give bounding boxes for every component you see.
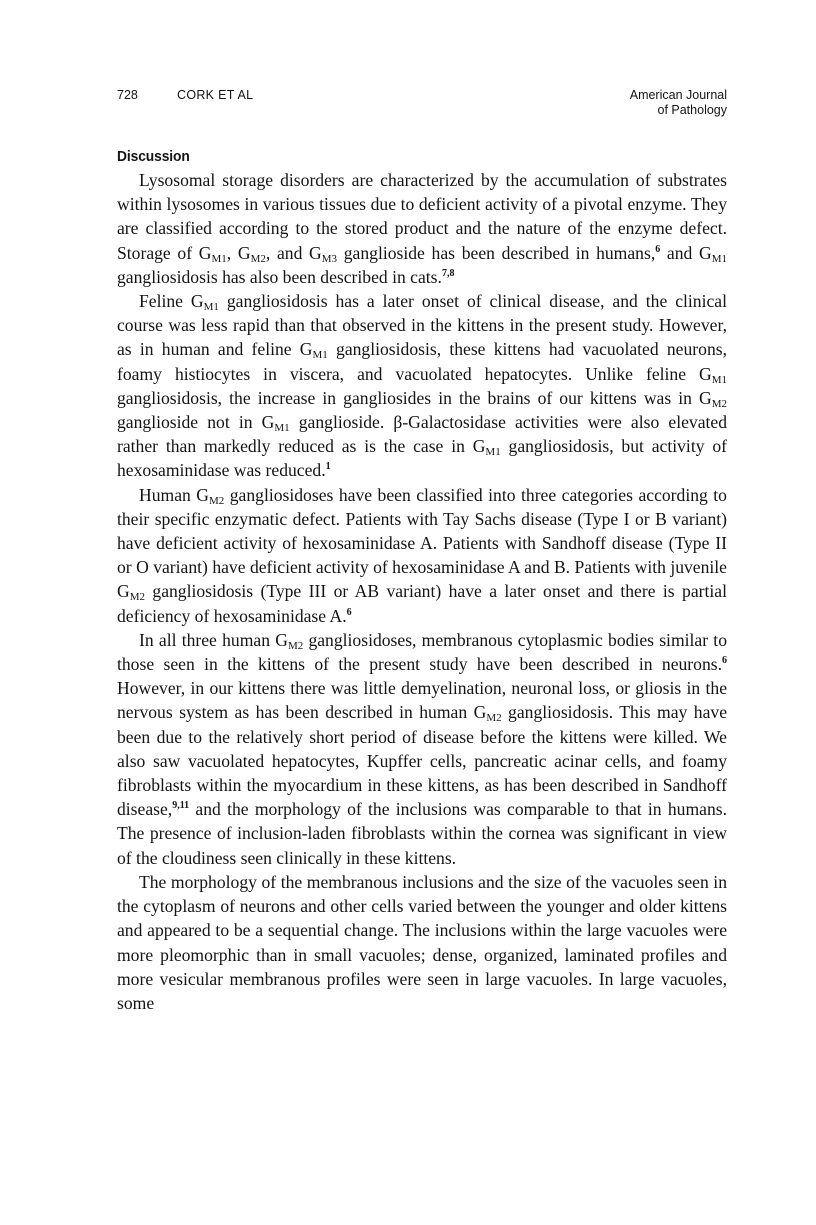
text-run: In all three human G: [139, 629, 288, 650]
subscript: M2: [129, 591, 145, 604]
subscript: M2: [287, 639, 304, 652]
subscript: M1: [203, 301, 219, 314]
text-run: gangliosidosis, but activity of hexosaminidase was reduced.: [117, 436, 727, 481]
text-run: Human G: [139, 484, 209, 505]
section-heading: Discussion: [117, 148, 190, 165]
text-run: , G: [226, 242, 251, 263]
text-run: gangliosidoses have been classified into three categories according to their specific enzymatic defect. Patients with Tay Sachs disease (Type I or B variant) have deficient activity of hexosaminidase A. Patients with Sandhoff disease (Type II or O variant) have deficient activity of hexosaminidase A and B. Patients with juvenile G: [117, 484, 727, 602]
article-body: [117, 168, 727, 1015]
text-run: gangliosidoses, membranous cytoplasmic bodies similar to those seen in the kittens of the present study have been described in neurons.: [117, 629, 727, 675]
citation-superscript: 6: [346, 606, 352, 618]
text-run: gangliosidosis, the increase in gangliosides in the brains of our kittens was in G: [117, 387, 712, 408]
page-number: 728: [117, 88, 138, 102]
paragraph-5: [117, 870, 727, 1015]
subscript: M1: [711, 252, 728, 265]
text-run: The morphology of the membranous inclusions and the size of the vacuoles seen in the cytoplasm of neurons and other cells varied between the younger and older kittens and appeared to be a sequential change. The inclusions within the large vacuoles were more pleomorphic than in small vacuoles; dense, organized, laminated profiles and more vesicular membranous profiles were seen in large vacuoles. In large vacuoles, some: [117, 871, 727, 1013]
text-run: ganglioside has been described in humans,: [337, 242, 656, 263]
citation-superscript: 6: [722, 655, 727, 667]
page: [117, 86, 727, 1015]
text-run: ganglioside. β-Galactosidase activities were also elevated rather than markedly reduced as is the case in G: [117, 412, 727, 457]
citation-superscript: 7,8: [441, 267, 455, 279]
subscript: M2: [486, 712, 502, 725]
citation-superscript: 1: [325, 461, 331, 473]
citation-superscript: 9,11: [172, 800, 190, 812]
subscript: M2: [711, 397, 727, 410]
subscript: M1: [211, 252, 227, 265]
subscript: M2: [208, 494, 225, 507]
text-run: gangliosidosis has a later onset of clinical disease, and the clinical course was less rapid than that observed in the kittens in the present study. However, as in human and feline G: [117, 291, 727, 360]
text-run: Feline G: [139, 291, 204, 312]
paragraph-4: [117, 628, 727, 870]
journal-name: [630, 88, 727, 118]
subscript: M1: [274, 422, 290, 435]
paragraph-2: [117, 289, 727, 483]
text-run: gangliosidosis, these kittens had vacuolated neurons, foamy histiocytes in viscera, and vacuolated hepatocytes. Unlike feline G: [117, 339, 727, 384]
journal-name-line-1: American Journal: [629, 88, 727, 102]
paragraph-3: [117, 483, 727, 628]
subscript: M1: [711, 373, 727, 386]
text-run: and the morphology of the inclusions was comparable to that in humans. The presence of inclusion-laden fibroblasts within the cornea was significant in view of the cloudiness seen clinically in these kittens.: [117, 799, 727, 868]
citation-superscript: 6: [655, 243, 661, 255]
text-run: gangliosidosis has also been described in cats.: [117, 266, 442, 287]
paragraph-1: [117, 168, 727, 289]
subscript: M1: [485, 446, 501, 459]
text-run: gangliosidosis (Type III or AB variant) have a later onset and there is partial deficiency of hexosaminidase A.: [117, 581, 727, 626]
subscript: M3: [321, 252, 338, 265]
text-run: However, in our kittens there was little demyelination, neuronal loss, or gliosis in the nervous system as has been described in human G: [117, 678, 727, 723]
text-run: , and G: [265, 242, 322, 263]
running-header: [117, 86, 727, 122]
journal-name-line-2: of Pathology: [657, 103, 727, 117]
text-run: Lysosomal storage disorders are characterized by the accumulation of substrates within lysosomes in various tissues due to deficient activity of a pivotal enzyme. They are classified according to the stored product and the nature of the enzyme defect. Storage of G: [117, 170, 727, 263]
running-authors: CORK ET AL: [177, 88, 254, 102]
text-run: gangliosidosis. This may have been due to the relatively short period of disease before the kittens were killed. We also saw vacuolated hepatocytes, Kupffer cells, pancreatic acinar cells, and foamy fibroblasts within the myocardium in these kittens, as has been described in Sandhoff disease,: [117, 702, 727, 820]
text-run: and G: [660, 242, 712, 263]
subscript: M2: [250, 252, 266, 265]
subscript: M1: [312, 349, 328, 362]
text-run: ganglioside not in G: [117, 412, 275, 433]
